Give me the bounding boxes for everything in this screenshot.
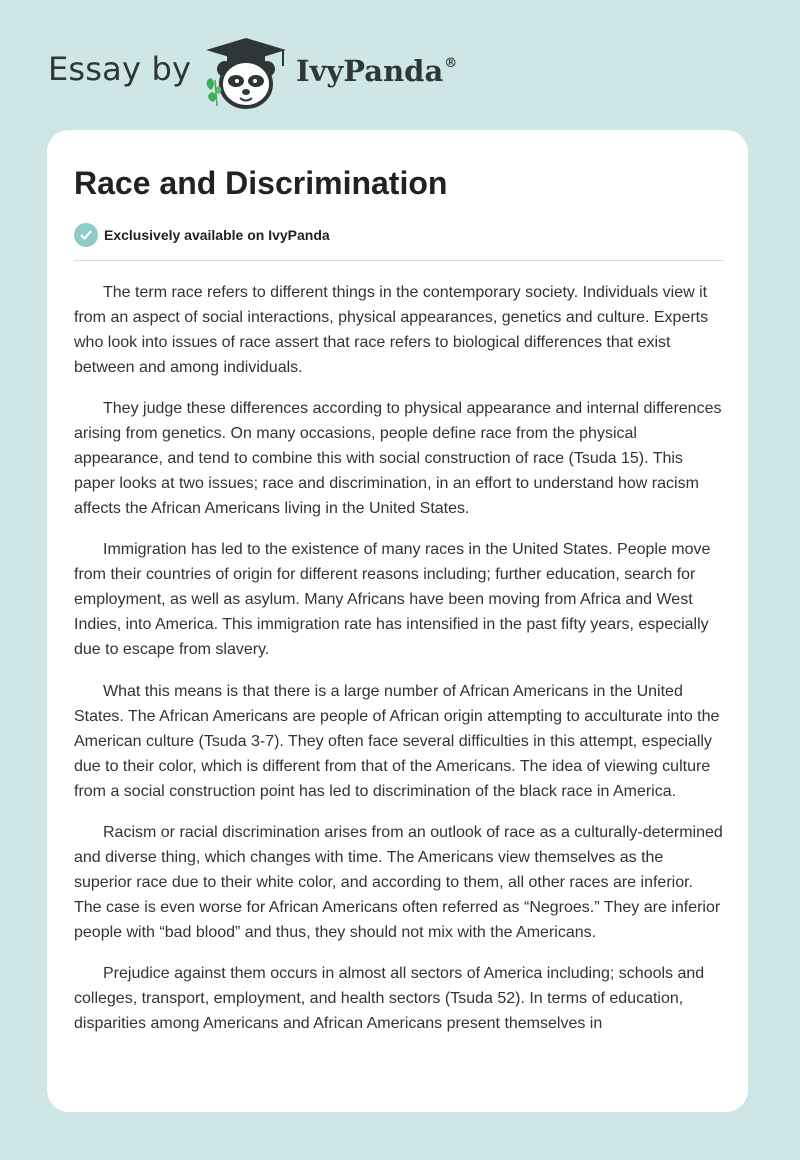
exclusive-badge [74, 222, 330, 248]
exclusive-badge-label: Exclusively available on IvyPanda [104, 227, 330, 243]
paragraph: What this means is that there is a large number of African Americans in the United States. The African Americans are people of African origin attempting to acculturate into the American culture (Tsuda 3-7). They often face several difficulties in this attempt, especially due to their color, which is different from that of the Americans. The idea of viewing culture from a social construction point has led to discrimination of the black race in America. [74, 682, 720, 800]
essay-body [74, 280, 724, 1052]
site-header [0, 0, 800, 130]
brand-name: IvyPanda® [296, 54, 458, 88]
page-title: Race and Discrimination [74, 165, 448, 201]
panda-graduate-icon [201, 36, 291, 110]
registered-mark: ® [444, 56, 458, 71]
paragraph: Prejudice against them occurs in almost all sectors of America including; schools and colleges, transport, employment, and health sectors (Tsuda 52). In terms of education, disparities among Americans and African Americans present themselves in [74, 964, 705, 1032]
check-icon [74, 223, 98, 247]
essay-card [47, 130, 748, 1112]
essay-by-label: Essay by [48, 50, 192, 88]
divider [74, 260, 723, 261]
paragraph: The term race refers to different things in the contemporary society. Individuals view it from an aspect of social interactions, physical appearances, genetics and culture. Experts who look into issues of race assert that race refers to biological differences that exist between and among individuals. [74, 284, 709, 376]
paragraph: Racism or racial discrimination arises from an outlook of race as a culturally-determined and diverse thing, which changes with time. The Americans view themselves as the superior race due to their white color, and according to them, all other races are inferior. The case is even worse for African Americans often referred as “Negroes.” They are inferior people with “bad blood” and thus, they should not mix with the Americans. [74, 823, 723, 941]
paragraph: Immigration has led to the existence of many races in the United States. People move from their countries of origin for different reasons including; further education, search for employment, as well as asylum. Many Africans have been moving from Africa and West Indies, into America. This immigration rate has intensified in the past fifty years, especially due to escape from slavery. [74, 541, 711, 659]
paragraph: They judge these differences according to physical appearance and internal differences arising from genetics. On many occasions, people define race from the physical appearance, and tend to combine this with social construction of race (Tsuda 15). This paper looks at two issues; race and discrimination, in an effort to understand how racism affects the African Americans living in the United States. [74, 400, 722, 518]
